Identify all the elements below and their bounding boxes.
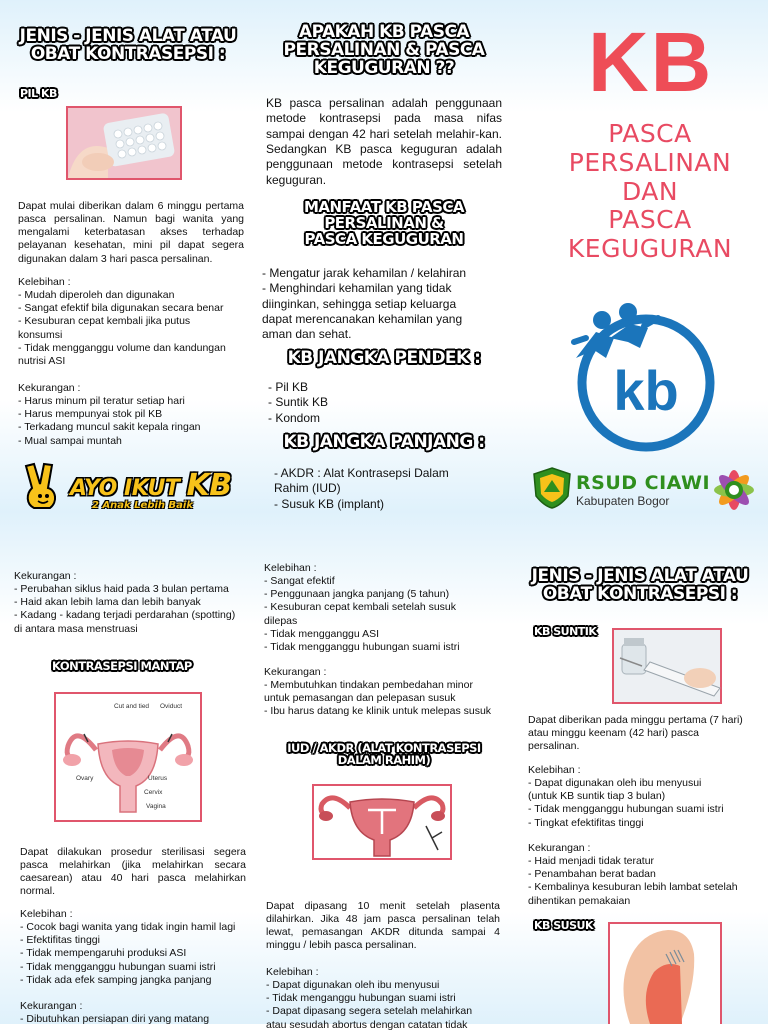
cover-subtitle: PASCA PERSALINAN DAN PASCA KEGUGURAN [567, 119, 733, 263]
jenis-kontrasepsi-heading-2: JENIS - JENIS ALAT ATAU OBAT KONTRASEPSI : [531, 566, 749, 604]
iud-description: Dapat dipasang 10 menit setelah plasenta dilahirkan. Jika 48 jam pasca persalinan telah lewat, pemasangan AKDR ditunda sampai 4 minggu / lebih pasca persalinan. [266, 900, 500, 952]
susuk-kekurangan: Kekurangan : - Membutuhkan tindakan pembedahan minor untuk pemasangan dan pelepasan susuk - Ibu harus datang ke klinik untuk melepas susuk [264, 666, 492, 718]
jangka-pendek-heading: KB JANGKA PENDEK : [287, 348, 481, 368]
kb-suntik-kelebihan: Kelebihan : - Dapat digunakan oleh ibu menyusui (untuk KB suntik tiap 3 bulan) - Tidak mengganggu hubungan suami istri - Tingkat efektifitas tinggi [528, 764, 724, 829]
panel-pil-kb [0, 0, 256, 512]
diagram-label-cervix: Cervix [144, 789, 163, 796]
susuk-kelebihan: Kelebihan : - Sangat efektif - Penggunaan jangka panjang (5 tahun) - Kesuburan cepat kembali setelah susuk dilepas - Tidak mengganggu ASI - Tidak mengganggu hubungan suami istri [264, 562, 460, 653]
mantap-kekurangan: Kekurangan : - Dibutuhkan persiapan diri yang matang [20, 1000, 210, 1026]
rsud-flower-logo-icon [708, 464, 760, 516]
panel-kontrasepsi-mantap [0, 512, 256, 1024]
pil-kb-kelebihan: Kelebihan : - Mudah diperoleh dan digunakan - Sangat efektif bila digunakan secara benar - Kesuburan cepat kembali jika putus konsumsi - Tidak mengganggu volume dan kandungan nutrisi ASI [18, 276, 226, 367]
ayo-tagline: 2 Anak Lebih Baik [92, 500, 193, 511]
jangka-pendek-list: - Pil KB - Suntik KB - Kondom [268, 380, 329, 425]
pil-kb-kekurangan-lanjutan: Kekurangan : - Perubahan siklus haid pada 3 bulan pertama - Haid akan lebih lama dan lebih banyak - Kadang - kadang terjadi perdarahan (spotting) di antara masa menstruasi [14, 570, 236, 635]
pil-kb-photo [66, 106, 182, 180]
kabupaten-bogor-emblem-icon [530, 466, 574, 510]
kb-susuk-label: KB SUSUK [534, 919, 593, 932]
hospital-name: RSUD CIAWI [576, 472, 711, 494]
hospital-location: Kabupaten Bogor [576, 494, 670, 508]
panel-apakah-kb [256, 0, 512, 512]
kb-logo-text: kb [613, 359, 679, 422]
kb-susuk-photo [608, 922, 722, 1024]
manfaat-heading: MANFAAT KB PASCA PERSALINAN & PASCA KEGUGURAN [303, 198, 465, 248]
panel-iud [256, 512, 512, 1031]
apakah-kb-intro: KB pasca persalinan adalah penggunaan metode kontrasepsi pada masa nifas sampai dengan 42 hari setelah melahir-kan. Sedangkan KB pasca keguguran adalah penggunaan metode kontrasepsi setelah keguguran. [266, 96, 502, 187]
diagram-label-ovary: Ovary [76, 775, 94, 782]
kb-suntik-photo [612, 628, 722, 704]
cover-title: KB [588, 15, 714, 109]
diagram-label-vagina: Vagina [146, 803, 166, 810]
kb-suntik-label: KB SUNTIK [534, 625, 597, 638]
iud-heading: IUD / AKDR (ALAT KONTRASEPSI DALAM RAHIM) [287, 741, 481, 768]
kb-suntik-description: Dapat diberikan pada minggu pertama (7 hari) atau minggu keenam (42 hari) pasca persalinan. [528, 714, 743, 753]
kb-suntik-kekurangan: Kekurangan : - Haid menjadi tidak teratur - Penambahan berat badan - Kembalinya kesuburan lebih lambat setelah dihentikan pemakaian [528, 842, 738, 907]
jangka-panjang-list: - AKDR : Alat Kontrasepsi Dalam Rahim (IUD) - Susuk KB (implant) [274, 466, 449, 511]
apakah-kb-heading: APAKAH KB PASCA PERSALINAN & PASCA KEGUGURAN ?? [283, 22, 485, 78]
pil-kb-kekurangan: Kekurangan : - Harus minum pil teratur setiap hari - Harus mempunyai stok pil KB - Terkadang muncul sakit kepala ringan - Mual sampai muntah [18, 382, 201, 447]
victory-hand-icon [20, 460, 72, 512]
pil-kb-label: PIL KB [20, 87, 57, 100]
jenis-kontrasepsi-heading: JENIS - JENIS ALAT ATAU OBAT KONTRASEPSI : [19, 26, 237, 64]
mantap-description: Dapat dilakukan prosedur sterilisasi segera pasca melahirkan (jika melahirkan secara caesarean) atau 40 hari pasca melahirkan normal. [20, 846, 246, 898]
jangka-panjang-heading: KB JANGKA PANJANG : [283, 432, 485, 452]
manfaat-list: - Mengatur jarak kehamilan / kelahiran - Menghindari kehamilan yang tidak diinginkan, sehingga setiap keluarga dapat merencanakan kehamilan yang aman dan sehat. [262, 266, 467, 342]
iud-kelebihan: Kelebihan : - Dapat digunakan oleh ibu menyusui - Tidak menganggu hubungan suami istri - Dapat dipasang segera setelah melahirkan atau sesudah abortus dengan catatan tidak [266, 966, 473, 1031]
uterus-diagram [54, 692, 202, 822]
diagram-label-oviduct: Oviduct [160, 703, 183, 710]
diagram-label-cut: Cut and tied [114, 703, 150, 710]
pil-kb-description: Dapat mulai diberikan dalam 6 minggu pertama pasca persalinan. Namun bagi wanita yang mengalami keterbatasan akses terhadap pelayanan kesehatan, mini pil dapat segera digunakan dalam 3 hari pasca persalinan. [18, 200, 244, 265]
kontrasepsi-mantap-heading: KONTRASEPSI MANTAP [52, 659, 192, 673]
iud-diagram [312, 784, 452, 860]
ayo-kb-text: KB [186, 468, 232, 503]
mantap-kelebihan: Kelebihan : - Cocok bagi wanita yang tidak ingin hamil lagi - Efektifitas tinggi - Tidak mempengaruhi produksi ASI - Tidak mengganggu hubungan suami istri - Tidak ada efek samping jangka panjang [20, 908, 236, 986]
panel-kb-suntik [512, 512, 768, 1024]
ayo-ikut-text: AYO IKUT [70, 476, 180, 501]
diagram-label-uterus: Uterus [148, 775, 168, 782]
bkkbn-kb-logo [566, 298, 726, 458]
